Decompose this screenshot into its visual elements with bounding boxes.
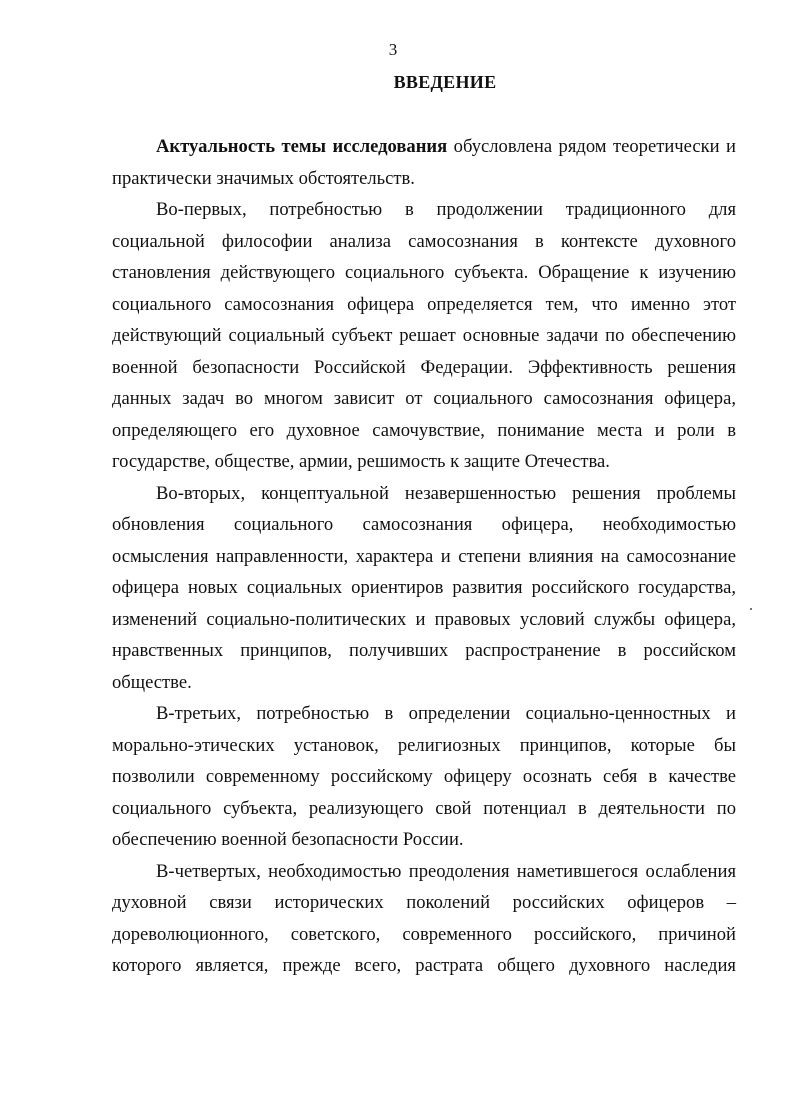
- section-heading: ВВЕДЕНИЕ: [393, 72, 497, 92]
- scan-speck: [750, 608, 752, 610]
- relevance-lead: Актуальность темы исследования: [156, 136, 448, 157]
- page-number: 3: [388, 40, 398, 59]
- paragraph-first: Во-первых, потребностью в продолжении традиционного для социальной философии анализа самосознания в контексте духовного становления действующего социального субъекта. Обращение к изучению социального самосознания офицера определяется тем, что именно этот действующий социальный субъект решает основные задачи по обеспечению военной безопасности Российской Федерации. Эффективность решения данных задач во многом зависит от социального самосознания офицера, определяющего его духовное самочувствие, понимание места и роли в государстве, обществе, армии, решимость к защите Отечества.: [112, 199, 736, 472]
- paragraph-relevance: [112, 131, 736, 194]
- paragraph-fourth: В-четвертых, необходимостью преодоления наметившегося ослабления духовной связи исторических поколений российских офицеров – дореволюционного, советского, современного российского, причиной которого является, прежде всего, растрата общего духовного наследия: [112, 860, 736, 976]
- relevance-rest: обусловлена рядом теоретически и практически значимых обстоятельств.: [112, 136, 736, 189]
- paragraph-second: Во-вторых, концептуальной незавершенностью решения проблемы обновления социального самосознания офицера, необходимостью осмысления направленности, характера и степени влияния на самосознание офицера новых социальных ориентиров развития российского государства, изменений социально-политических и правовых условий службы офицера, нравственных принципов, получивших распространение в российском обществе.: [112, 482, 736, 693]
- body-text: [112, 131, 736, 982]
- paragraph-third: В-третьих, потребностью в определении социально-ценностных и морально-этических установок, религиозных принципов, которые бы позволили современному российскому офицеру осознать себя в качестве социального субъекта, реализующего свой потенциал в деятельности по обеспечению военной безопасности России.: [112, 703, 736, 850]
